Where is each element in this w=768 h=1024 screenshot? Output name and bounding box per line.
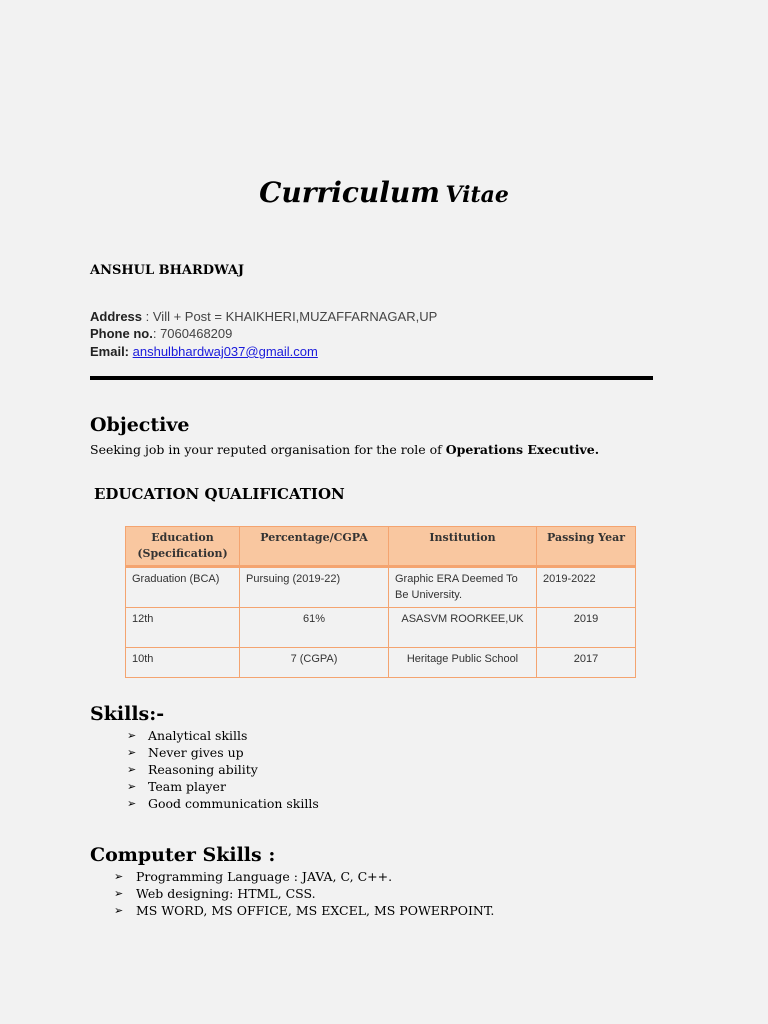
cell-education: 10th xyxy=(126,648,240,678)
skills-heading: Skills:- xyxy=(90,703,165,725)
cell-institution: Graphic ERA Deemed To Be University. xyxy=(389,567,537,608)
title-word-1: Curriculum xyxy=(259,176,440,209)
education-heading: EDUCATION QUALIFICATION xyxy=(94,485,345,503)
arrowhead-bullet-icon: ➢ xyxy=(114,870,124,883)
phone-line xyxy=(90,326,232,341)
cell-education: 12th xyxy=(126,608,240,648)
cell-passing-year: 2019-2022 xyxy=(537,567,636,608)
phone-label: Phone no. xyxy=(90,326,153,341)
header-institution: Institution xyxy=(389,527,537,567)
cell-passing-year: 2019 xyxy=(537,608,636,648)
education-table xyxy=(125,526,636,678)
cell-institution: Heritage Public School xyxy=(389,648,537,678)
list-item xyxy=(127,727,319,744)
list-item-text: Never gives up xyxy=(148,745,244,760)
table-row xyxy=(126,608,636,648)
cell-passing-year: 2017 xyxy=(537,648,636,678)
cell-institution: ASASVM ROORKEE,UK xyxy=(389,608,537,648)
table-row xyxy=(126,648,636,678)
objective-text xyxy=(90,442,599,457)
computer-skills-heading: Computer Skills : xyxy=(90,844,276,866)
computer-skills-list xyxy=(114,868,494,919)
arrowhead-bullet-icon: ➢ xyxy=(127,763,137,776)
table-row xyxy=(126,567,636,608)
arrowhead-bullet-icon: ➢ xyxy=(127,780,137,793)
email-label: Email: xyxy=(90,344,130,359)
list-item xyxy=(127,778,319,795)
list-item xyxy=(127,761,319,778)
header-education: Education (Specification) xyxy=(126,527,240,567)
cell-percentage: 7 (CGPA) xyxy=(240,648,389,678)
list-item-text: Analytical skills xyxy=(148,728,248,743)
objective-role: Operations Executive. xyxy=(445,442,600,457)
list-item xyxy=(114,885,494,902)
address-line xyxy=(90,309,437,324)
table-header-row xyxy=(126,527,636,567)
list-item xyxy=(127,744,319,761)
header-percentage: Percentage/CGPA xyxy=(240,527,389,567)
cell-percentage: 61% xyxy=(240,608,389,648)
email-line xyxy=(90,344,318,359)
list-item xyxy=(114,868,494,885)
list-item-text: Good communication skills xyxy=(148,796,319,811)
arrowhead-bullet-icon: ➢ xyxy=(114,904,124,917)
divider-rule xyxy=(90,376,653,380)
list-item-text: Programming Language : JAVA, C, C++. xyxy=(136,869,393,884)
list-item-text: Team player xyxy=(148,779,226,794)
list-item-text: Reasoning ability xyxy=(148,762,258,777)
objective-sentence: Seeking job in your reputed organisation for the role of xyxy=(90,442,446,457)
phone-value: : 7060468209 xyxy=(152,326,233,341)
skills-list xyxy=(127,727,319,812)
arrowhead-bullet-icon: ➢ xyxy=(127,746,137,759)
list-item xyxy=(114,902,494,919)
candidate-name: ANSHUL BHARDWAJ xyxy=(90,263,245,278)
list-item-text: MS WORD, MS OFFICE, MS EXCEL, MS POWERPOINT. xyxy=(136,903,495,918)
list-item-text: Web designing: HTML, CSS. xyxy=(136,886,316,901)
document-title xyxy=(0,176,768,209)
address-value: : Vill + Post = KHAIKHERI,MUZAFFARNAGAR,UP xyxy=(142,309,438,324)
arrowhead-bullet-icon: ➢ xyxy=(127,797,137,810)
arrowhead-bullet-icon: ➢ xyxy=(114,887,124,900)
address-label: Address xyxy=(90,309,143,324)
title-word-2: Vitae xyxy=(445,182,509,208)
header-passing-year: Passing Year xyxy=(537,527,636,567)
list-item xyxy=(127,795,319,812)
cell-percentage: Pursuing (2019-22) xyxy=(240,567,389,608)
cell-education: Graduation (BCA) xyxy=(126,567,240,608)
email-link[interactable]: anshulbhardwaj037@gmail.com xyxy=(132,344,318,359)
objective-heading: Objective xyxy=(90,414,190,436)
arrowhead-bullet-icon: ➢ xyxy=(127,729,137,742)
